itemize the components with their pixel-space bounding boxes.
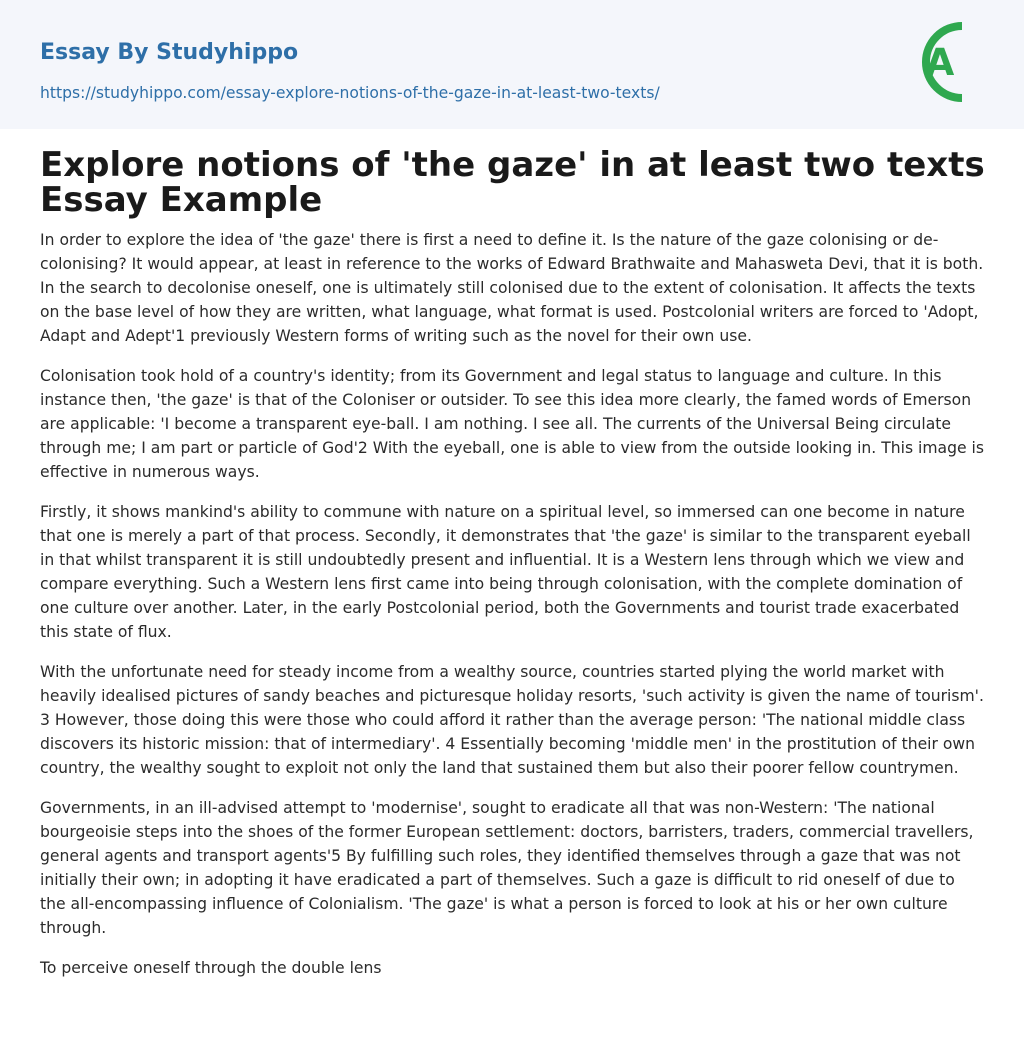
page-url-link[interactable]: https://studyhippo.com/essay-explore-notions-of-the-gaze-in-at-least-two-texts/	[40, 84, 660, 102]
paragraph: In order to explore the idea of 'the gaze' there is first a need to define it. Is the nature of the gaze colonising or de-colonising? It would appear, at least in reference to the works of Edward Brathwaite and Mahasweta Devi, that it is both. In the search to decolonise oneself, one is ultimately still colonised due to the extent of colonisation. It affects the texts on the base level of how they are written, what language, what format is used. Postcolonial writers are forced to 'Adopt, Adapt and Adept'1 previously Western forms of writing such as the novel for their own use.	[40, 231, 984, 345]
essay-title: Explore notions of 'the gaze' in at least two texts Essay Example	[40, 145, 985, 220]
essay-body	[40, 228, 984, 996]
paragraph: With the unfortunate need for steady income from a wealthy source, countries started plying the world market with heavily idealised pictures of sandy beaches and picturesque holiday resorts, 'such activity is given the name of tourism'. 3 However, those doing this were those who could afford it rather than the average person: 'The national middle class discovers its historic mission: that of intermediary'. 4 Essentially becoming 'middle men' in the prostitution of their own country, the wealthy sought to exploit not only the land that sustained them but also their poorer fellow countrymen.	[40, 663, 984, 777]
paragraph: To perceive oneself through the double lens	[40, 959, 382, 977]
logo-letter: A	[925, 41, 955, 84]
studyhippo-logo[interactable]	[910, 18, 988, 106]
site-header	[0, 0, 1024, 129]
site-title[interactable]: Essay By Studyhippo	[40, 40, 299, 65]
paragraph: Governments, in an ill-advised attempt to 'modernise', sought to eradicate all that was non-Western: 'The national bourgeoisie steps into the shoes of the former European settlement: doctors, barristers, traders, commercial travellers, general agents and transport agents'5 By fulfilling such roles, they identified themselves through a gaze that was not initially their own; in adopting it have eradicated a part of themselves. Such a gaze is difficult to rid oneself of due to the all-encompassing influence of Colonialism. 'The gaze' is what a person is forced to look at his or her own culture through.	[40, 799, 974, 937]
paragraph: Colonisation took hold of a country's identity; from its Government and legal status to language and culture. In this instance then, 'the gaze' is that of the Coloniser or outsider. To see this idea more clearly, the famed words of Emerson are applicable: 'I become a transparent eye-ball. I am nothing. I see all. The currents of the Universal Being circulate through me; I am part or particle of God'2 With the eyeball, one is able to view from the outside looking in. This image is effective in numerous ways.	[40, 367, 985, 481]
paragraph: Firstly, it shows mankind's ability to commune with nature on a spiritual level, so immersed can one become in nature that one is merely a part of that process. Secondly, it demonstrates that 'the gaze' is similar to the transparent eyeball in that whilst transparent it is still undoubtedly present and influential. It is a Western lens through which we view and compare everything. Such a Western lens first came into being through colonisation, with the complete domination of one culture over another. Later, in the early Postcolonial period, both the Governments and tourist trade exacerbated this state of flux.	[40, 503, 971, 641]
